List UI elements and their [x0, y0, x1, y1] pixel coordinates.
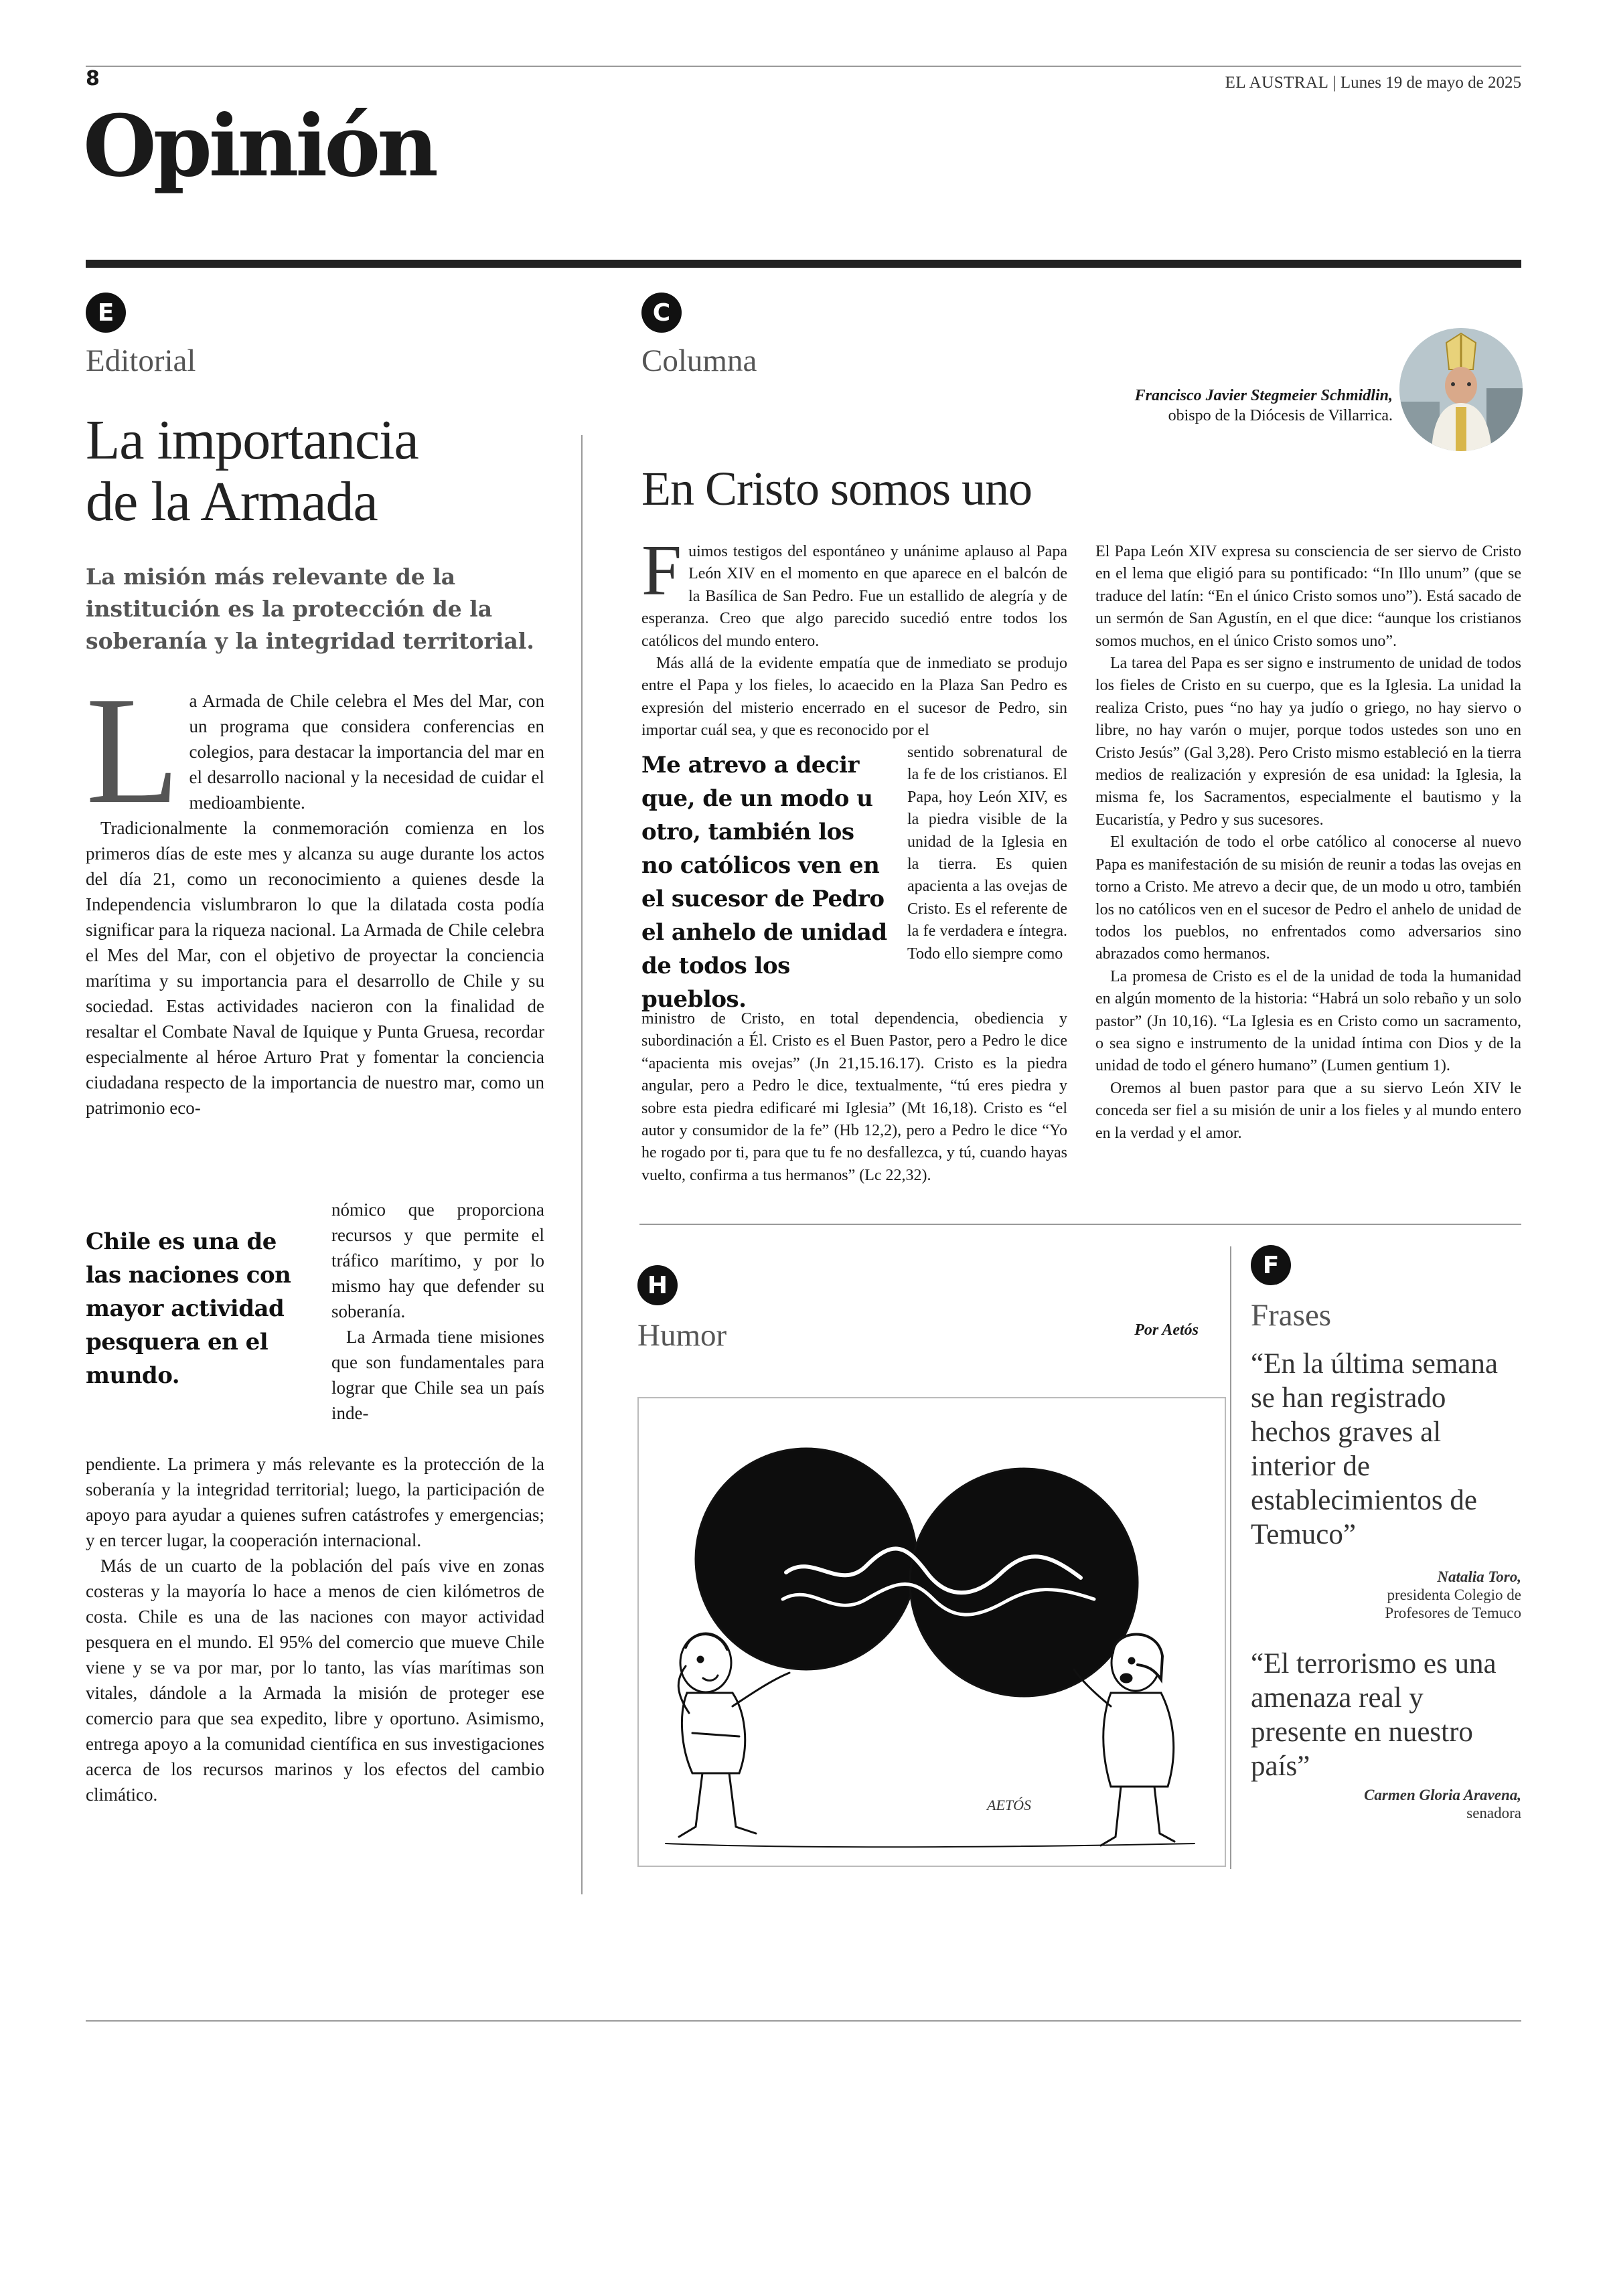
frases-role-1b: Profesores de Temuco [1385, 1605, 1521, 1621]
editorial-pullquote: Chile es una de las naciones con mayor actividad pesquera en el mundo. [86, 1228, 291, 1389]
column-paragraph: Más allá de la evidente empatía que de inmediato se produjo entre el Papa y los fieles, lo acaecido en la Plaza San Pedro es expresión del misterio encerrado en el sucesor de Pedro, sin importar cuál sea, y que es reconocido por el [641, 655, 1067, 740]
column-author-name: Francisco Javier Stegmeier Schmidlin, [1134, 387, 1393, 404]
editorial-standfirst: La misión más relevante de la institución es la protección de la soberanía y la integridad territorial. [86, 564, 534, 654]
column-headline: En Cristo somos uno [641, 462, 1032, 515]
column-text: uimos testigos del espontáneo y unánime aplauso al Papa León XIV en el momento en que aparece en el balcón de la Basílica de San Pedro. Fue un estallido de alegría y de esperanza. Creo que algo parecido sucedió entre todos los católicos del mundo entero. [641, 543, 1067, 650]
author-portrait-image [1399, 328, 1523, 451]
editorial-paragraph [86, 665, 544, 835]
editorial-headline-line-1: La importancia [86, 409, 418, 471]
editorial-headline [86, 410, 568, 533]
column-paragraph: La promesa de Cristo es el de la unidad de toda la humanidad en algún momento de la historia: “Habrá un solo rebaño y un solo pastor” (Jn 10,16). “La Iglesia es en Cristo como un sacramento, o sea signo e instrumento de la unidad íntima con Dios y de la unidad de todo el género humano” (Lumen gentium 1). [1095, 967, 1521, 1075]
editorial-dropcap: L [86, 665, 180, 835]
editorial-headline-line-2: de la Armada [86, 471, 378, 533]
issue-date: Lunes 19 de mayo de 2025 [1340, 74, 1521, 92]
masthead: EL AUSTRAL | Lunes 19 de mayo de 2025 [1225, 74, 1521, 92]
frases-quote-2: “El terrorismo es una amenaza real y presente en nuestro país” [1251, 1648, 1497, 1782]
column-author [1004, 386, 1393, 426]
column-kicker: Columna [641, 343, 757, 378]
humor-kicker: Humor [637, 1318, 727, 1353]
column-dropcap: F [641, 531, 682, 610]
column-divider [581, 435, 583, 1894]
editorial-body [86, 665, 544, 1121]
frases-name-2: Carmen Gloria Aravena, [1364, 1787, 1521, 1803]
section-title: Opinión [83, 96, 435, 195]
editorial-paragraph: Tradicionalmente la conmemoración comienza en los primeros días de este mes y alcanza su auge durante los actos del día 21, como un reconocimiento a quienes desde la Independencia vislumbraron lo que la dilatada costa podía significar para la riqueza nacional. La Armada de Chile celebra el Mes del Mar, con el objetivo de proyectar la conciencia marítima y su importancia para el desarrollo de Chile y su sociedad. Estas actividades nacieron con la finalidad de resaltar el Combate Naval de Iquique y Punta Gruesa, recordar especialmente al héroe Arturo Prat y fomentar la conciencia ciudadana respecto de la importancia de nuestro mar, como un patrimonio eco- [86, 818, 544, 1118]
editorial-badge: E [86, 293, 126, 333]
column-badge: C [641, 293, 682, 333]
column-author-role: obispo de la Diócesis de Villarrica. [1168, 407, 1393, 424]
column-bottom-rule [639, 1224, 1521, 1225]
humor-badge: H [637, 1265, 678, 1305]
editorial-kicker: Editorial [86, 343, 196, 378]
column-paragraph: El Papa León XIV expresa su consciencia de ser siervo de Cristo en el lema que eligió para su pontificado: “In Illo unum” (que se traduce del latín: “En el único Cristo somos uno”). Está sacado de un sermón de San Agustín, en el que dice: “aunque los cristianos somos muchos, en el único Cristo somos uno”. [1095, 543, 1521, 650]
column-body-col1-end [641, 1008, 1067, 1187]
frases-name-1: Natalia Toro, [1437, 1568, 1521, 1585]
editorial-paragraph: nómico que proporciona recursos y que permite el tráfico marítimo, y por lo mismo hay que defender su soberanía. [331, 1200, 544, 1321]
frases-divider [1230, 1246, 1231, 1869]
frases-role-1a: presidenta Colegio de [1387, 1586, 1521, 1603]
newspaper-name: EL AUSTRAL [1225, 74, 1329, 92]
cartoon-frame [637, 1397, 1226, 1867]
humor-credit: Por Aetós [1134, 1321, 1199, 1339]
cartoon-illustration [639, 1398, 1225, 1866]
editorial-body-wrap [331, 1197, 544, 1426]
section-rule [86, 260, 1521, 268]
frases-quote-1: “En la última semana se han registrado hechos graves al interior de establecimientos de Temuco” [1251, 1348, 1498, 1550]
editorial-paragraph: Más de un cuarto de la población del país vive en zonas costeras y la mayoría lo hace a menos de cien kilómetros de costa. Chile es una de las naciones con mayor actividad pesquera en el mundo. El 95% del comercio que mueve Chile viene y se va por mar, por lo tanto, las vías marítimas son vitales, dándole a la Armada la misión de proteger ese comercio para que sea expedito, libre y oportuno. Asimismo, entrega apoyo a la comunidad científica en sus investigaciones acerca de los recursos marinos y los efectos del cambio climático. [86, 1556, 544, 1805]
editorial-paragraph: La Armada tiene misiones que son fundamentales para lograr que Chile sea un país inde- [331, 1327, 544, 1423]
frases-kicker: Frases [1251, 1298, 1332, 1333]
column-paragraph: Oremos al buen pastor para que a su siervo León XIV le conceda ser fiel a su misión de unir a los fieles y al mundo entero en la verdad y el amor. [1095, 1079, 1521, 1142]
top-rule [86, 66, 1521, 67]
column-paragraph: ministro de Cristo, en total dependencia, obediencia y subordinación a Él. Cristo es el Buen Pastor, pero a Pedro le dice “apacienta mis ovejas” (Jn 21,15.16.17). Cristo es la piedra angular, pero a Pedro le dice, textualmente, “tú eres piedra y sobre esta piedra edificaré mi Iglesia” (Mt 16,18). Cristo es “el autor y consumidor de la fe” (Hb 12,2), pero a Pedro le dice “Yo he rogado por ti, para que tu fe no desfallezca, y tú, cuando hayas vuelto, confirma a tus hermanos” (Lc 22,32). [641, 1010, 1067, 1184]
frases-role-2: senadora [1466, 1805, 1521, 1821]
frases-attribution-1 [1292, 1568, 1521, 1622]
frases-badge: F [1251, 1245, 1291, 1285]
column-paragraph: La tarea del Papa es ser signo e instrumento de unidad de todos los fieles de Cristo en su cuerpo, que es la Iglesia. La unidad la realiza Cristo, pues “no hay ya judío o griego, no hay siervo o libre, no hay varón o mujer, porque todos ustedes son uno en Cristo Jesús” (Gal 3,28). Pero Cristo mismo estableció en la tierra medios de realización y expresión de esa unidad: la Iglesia, la misma fe, los Sacramentos, especialmente el bautismo y la Eucaristía, y Pedro y sus sucesores. [1095, 655, 1521, 829]
column-pullquote: Me atrevo a decir que, de un modo u otro, también los no católicos ven en el sucesor de Pedro el anhelo de unidad de todos los pueblos. [641, 752, 887, 1013]
column-body-col1 [641, 531, 1067, 742]
editorial-text: a Armada de Chile celebra el Mes del Mar, con un programa que considera conferencias en colegios, para destacar la importancia del mar en el desarrollo nacional y la necesidad de cuidar el medioambiente. [189, 691, 544, 813]
page-number: 8 [86, 67, 100, 90]
editorial-paragraph: pendiente. La primera y más relevante es la protección de la soberanía y la integridad territorial; luego, la participación de apoyo para ayudar a quienes sufren catástrofes y emergencias; y en tercer lugar, la cooperación internacional. [86, 1454, 544, 1550]
column-paragraph [641, 531, 1067, 653]
column-body-col2 [1095, 541, 1521, 1145]
cartoon-signature: AETÓS [987, 1797, 1031, 1813]
column-paragraph: El exultación de todo el orbe católico al conocerse al nuevo Papa es manifestación de su misión de reunir a todas las ovejas en torno a Cristo. Me atrevo a decir que, de un modo u otro, también los no católicos ven en el sucesor de Pedro el anhelo de unidad de todos los pueblos, no enfrentados como adversarios sino abrazados como hermanos. [1095, 833, 1521, 963]
column-body-wrap: sentido sobrenatural de la fe de los cristianos. El Papa, hoy León XIV, es la piedra visible de la unidad de la Iglesia en la tierra. Es quien apacienta a las ovejas de Cristo. Es el referente de la fe verdadera e íntegra. Todo ello siempre como [907, 744, 1067, 963]
author-portrait [1399, 328, 1523, 451]
editorial-body-end [86, 1451, 544, 1807]
frases-attribution-2 [1292, 1786, 1521, 1822]
footer-rule [86, 2020, 1521, 2022]
